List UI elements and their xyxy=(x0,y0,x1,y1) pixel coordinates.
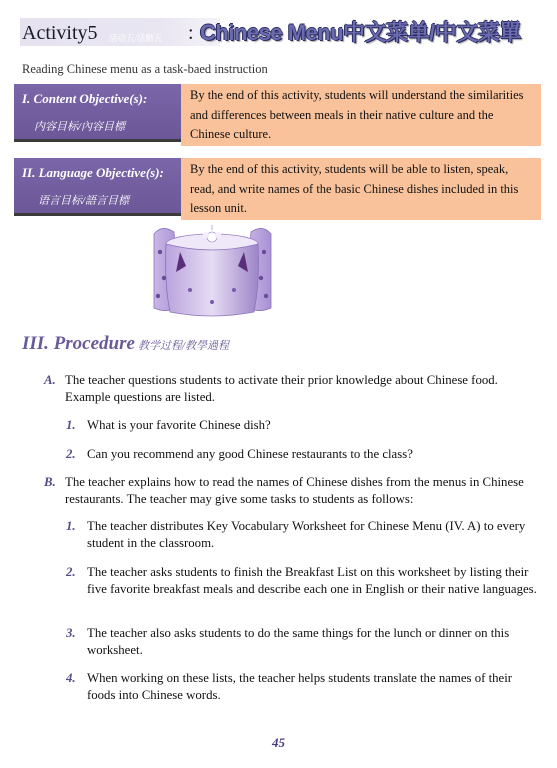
list-item xyxy=(44,372,539,405)
menu-title: Chinese Menu中文菜单/中文菜單 xyxy=(200,20,521,45)
objective-label-en: II. Language Objective(s): xyxy=(22,165,164,180)
list-item-text: The teacher distributes Key Vocabulary Worksheet for Chinese Menu (IV. A) to every student in the classroom. xyxy=(87,519,526,550)
procedure-heading-cn: 教学过程/教學過程 xyxy=(137,340,230,352)
list-item xyxy=(66,670,541,703)
list-item xyxy=(44,474,539,507)
list-marker: B. xyxy=(44,475,56,489)
list-marker: 3. xyxy=(66,626,76,640)
objective-label-cn: 内容目标/內容目標 xyxy=(34,121,126,133)
title-colon: : xyxy=(188,22,194,44)
procedure-heading-en: III. Procedure xyxy=(22,333,135,354)
list-item xyxy=(66,625,541,658)
dining-table-icon xyxy=(140,222,285,320)
list-marker: A. xyxy=(44,373,56,387)
activity-label: Activity5 xyxy=(22,22,98,44)
list-item xyxy=(66,518,541,551)
activity-label-cn: 活动五/活動五 xyxy=(109,33,163,43)
list-marker: 1. xyxy=(66,418,76,432)
list-item xyxy=(66,564,541,597)
list-item-text: The teacher questions students to activate their prior knowledge about Chinese food. Example questions are listed. xyxy=(65,373,498,404)
list-item-text: The teacher also asks students to do the same things for the lunch or dinner on this worksheet. xyxy=(87,626,510,657)
objective-label-band xyxy=(14,158,189,216)
list-marker: 1. xyxy=(66,519,76,533)
objective-label-cn: 语言目标/語言目標 xyxy=(38,195,130,207)
list-item-text: Can you recommend any good Chinese restaurants to the class? xyxy=(87,447,413,461)
list-item xyxy=(66,417,541,434)
list-item-text: The teacher explains how to read the names of Chinese dishes from the menus in Chinese restaurants. The teacher may give some tasks to students as follows: xyxy=(65,475,524,506)
list-item-text: The teacher asks students to finish the Breakfast List on this worksheet by listing their five favorite breakfast meals and describe each one in English or their native languages. xyxy=(87,565,537,596)
list-marker: 2. xyxy=(66,447,76,461)
subtitle: Reading Chinese menu as a task-baed instruction xyxy=(22,62,268,76)
objective-text-box: By the end of this activity, students will be able to listen, speak, read, and write names of the basic Chinese dishes included in this lesson unit. xyxy=(181,158,541,220)
list-item-text: When working on these lists, the teacher helps students translate the names of their foods into Chinese words. xyxy=(87,671,513,702)
objective-label-en: I. Content Objective(s): xyxy=(22,91,148,106)
objective-text-box: By the end of this activity, students will understand the similarities and differences between meals in their native culture and the Chinese culture. xyxy=(181,84,541,146)
procedure-heading xyxy=(22,333,229,355)
title-bar xyxy=(14,14,522,48)
page-number: 45 xyxy=(272,735,285,750)
list-item xyxy=(66,446,541,463)
list-item-text: What is your favorite Chinese dish? xyxy=(87,418,271,432)
objective-label-band xyxy=(14,84,189,142)
list-marker: 4. xyxy=(66,671,76,685)
list-marker: 2. xyxy=(66,565,76,579)
